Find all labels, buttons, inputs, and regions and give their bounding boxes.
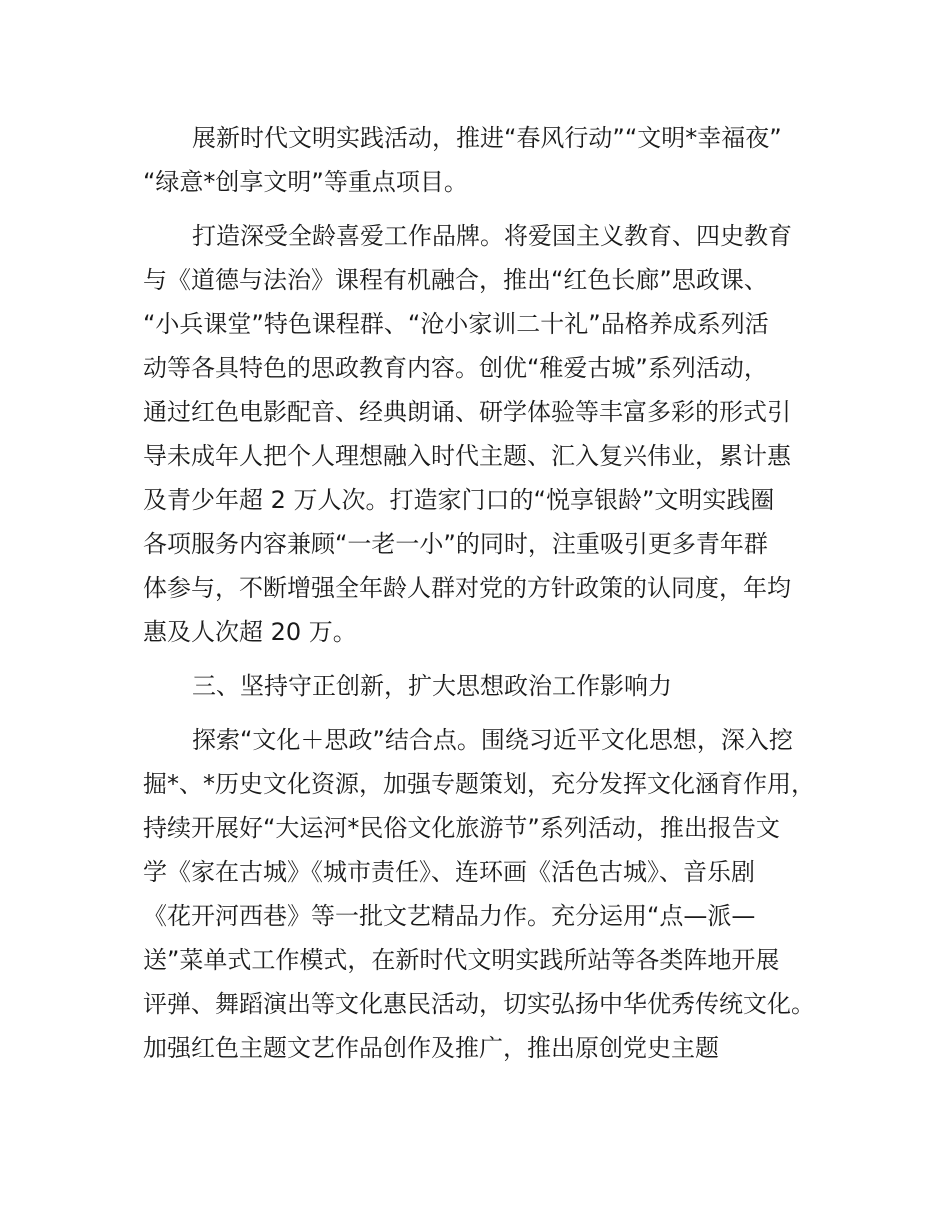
paragraph-2-line-6: 导未成年人把个人理想融入时代主题、汇入复兴伟业，累计惠	[143, 442, 791, 470]
paragraph-2-line-8: 各项服务内容兼顾“一老一小”的同时，注重吸引更多青年群	[143, 530, 768, 558]
section-heading: 三、坚持守正创新，扩大思想政治工作影响力	[192, 672, 672, 700]
paragraph-2-line-5: 通过红色电影配音、经典朗诵、研学体验等丰富多彩的形式引	[143, 398, 791, 426]
paragraph-4-line-7: 评弹、舞蹈演出等文化惠民活动，切实弘扬中华优秀传统文化。	[143, 990, 815, 1018]
paragraph-1-line-1: 展新时代文明实践活动，推进“春风行动”“文明*幸福夜”	[192, 124, 782, 152]
paragraph-4-line-3: 持续开展好“大运河*民俗文化旅游节”系列活动，推出报告文	[143, 814, 780, 842]
paragraph-2-line-9: 体参与，不断增强全年龄人群对党的方针政策的认同度，年均	[143, 574, 791, 602]
paragraph-2-line-4: 动等各具特色的思政教育内容。创优“稚爱古城”系列活动，	[143, 354, 768, 382]
paragraph-2-line-10: 惠及人次超 20 万。	[143, 618, 357, 646]
paragraph-2-line-3: “小兵课堂”特色课程群、“沧小家训二十礼”品格养成系列活	[143, 310, 769, 338]
paragraph-2-line-2: 与《道德与法治》课程有机融合，推出“红色长廊”思政课、	[143, 266, 768, 294]
paragraph-4-line-8: 加强红色主题文艺作品创作及推广，推出原创党史主题	[143, 1034, 719, 1062]
paragraph-4-line-5: 《花开河西巷》等一批文艺精品力作。充分运用“点—派—	[143, 902, 756, 930]
paragraph-1-line-2: “绿意*创享文明”等重点项目。	[143, 168, 468, 196]
paragraph-2-line-7: 及青少年超 2 万人次。打造家门口的“悦享银龄”文明实践圈	[143, 486, 775, 514]
paragraph-4-line-1: 探索“文化＋思政”结合点。围绕习近平文化思想，深入挖	[192, 726, 793, 754]
paragraph-4-line-2: 掘*、*历史文化资源，加强专题策划，充分发挥文化涵育作用，	[143, 770, 815, 798]
paragraph-2-line-1: 打造深受全龄喜爱工作品牌。将爱国主义教育、四史教育	[192, 222, 792, 250]
paragraph-4-line-6: 送”菜单式工作模式，在新时代文明实践所站等各类阵地开展	[143, 946, 780, 974]
paragraph-4-line-4: 学《家在古城》《城市责任》、连环画《活色古城》、音乐剧	[143, 858, 755, 886]
